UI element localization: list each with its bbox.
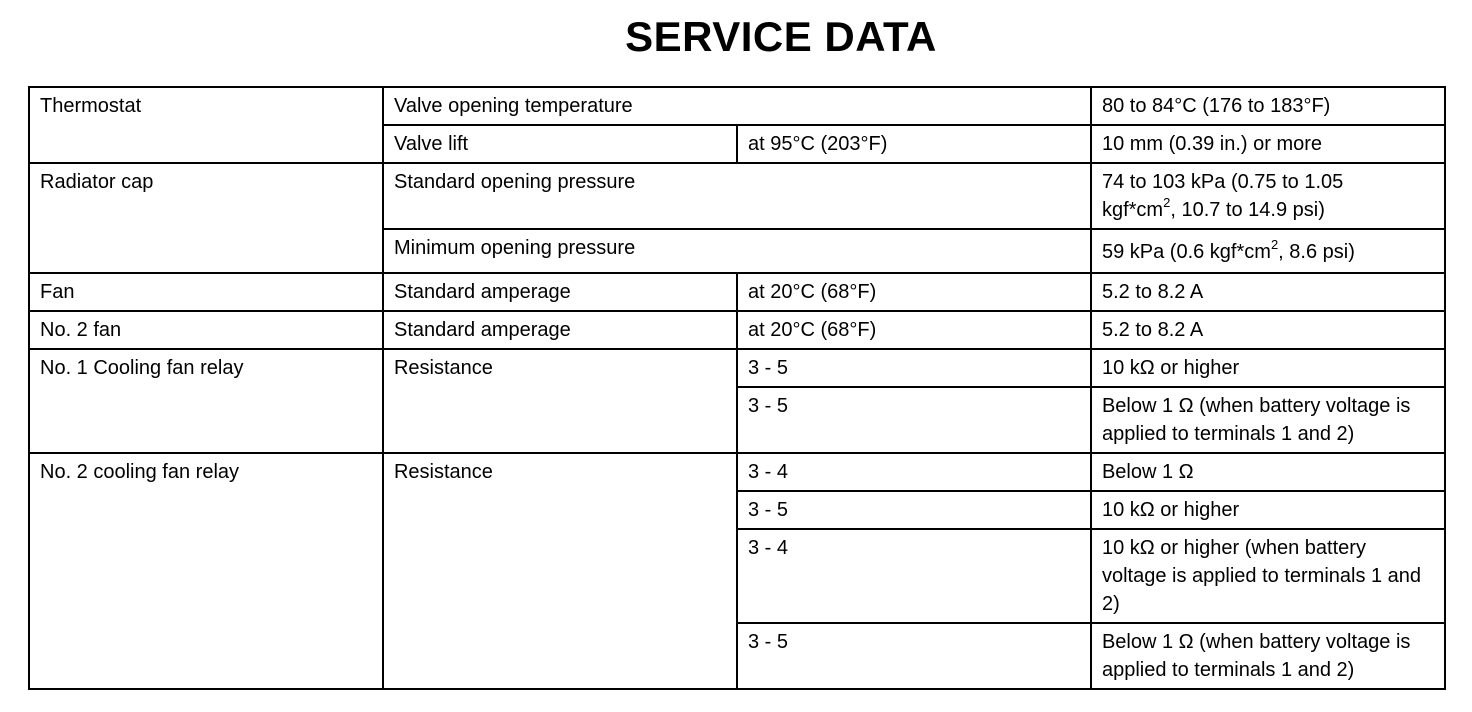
terminals-cell: 3 - 5	[737, 387, 1091, 453]
table-row	[29, 273, 1445, 311]
value-text: kgf*cm	[1101, 199, 1164, 221]
value-cell: 10 kΩ or higher	[1091, 349, 1445, 387]
value-cell: Below 1 Ω (when battery voltage is applied to terminals 1 and 2)	[1091, 623, 1445, 689]
terminals-cell: 3 - 5	[737, 491, 1091, 529]
condition-cell: at 20°C (68°F)	[737, 273, 1091, 311]
value-cell: 10 mm (0.39 in.) or more	[1091, 125, 1445, 163]
item-cell: Standard amperage	[383, 273, 737, 311]
condition-cell: at 20°C (68°F)	[737, 311, 1091, 349]
value-cell	[1091, 163, 1445, 229]
component-cell: No. 2 cooling fan relay	[29, 453, 383, 689]
value-cell: Below 1 Ω	[1091, 453, 1445, 491]
terminals-cell: 3 - 4	[737, 529, 1091, 623]
terminals-cell: 3 - 5	[737, 349, 1091, 387]
table-row	[29, 163, 1445, 229]
service-data-table	[28, 86, 1446, 690]
component-cell: Fan	[29, 273, 383, 311]
item-cell: Resistance	[383, 453, 737, 689]
component-cell: Thermostat	[29, 87, 383, 163]
value-cell: 5.2 to 8.2 A	[1091, 311, 1445, 349]
item-cell: Resistance	[383, 349, 737, 453]
terminals-cell: 3 - 5	[737, 623, 1091, 689]
superscript: 2	[1163, 195, 1171, 211]
value-text: 59 kPa (0.6 kgf*cm	[1101, 241, 1271, 263]
item-cell: Standard amperage	[383, 311, 737, 349]
value-text: 74 to 103 kPa (0.75 to 1.05	[1101, 171, 1344, 193]
value-text: , 8.6 psi)	[1278, 241, 1355, 263]
value-cell: Below 1 Ω (when battery voltage is applied to terminals 1 and 2)	[1091, 387, 1445, 453]
terminals-cell: 3 - 4	[737, 453, 1091, 491]
item-cell: Minimum opening pressure	[383, 229, 1091, 273]
component-cell: Radiator cap	[29, 163, 383, 273]
table-row	[29, 349, 1445, 387]
value-cell: 10 kΩ or higher (when battery voltage is applied to terminals 1 and 2)	[1091, 529, 1445, 623]
condition-cell: at 95°C (203°F)	[737, 125, 1091, 163]
value-cell: 80 to 84°C (176 to 183°F)	[1091, 87, 1445, 125]
value-cell: 10 kΩ or higher	[1091, 491, 1445, 529]
item-cell: Standard opening pressure	[383, 163, 1091, 229]
component-cell: No. 2 fan	[29, 311, 383, 349]
item-cell: Valve lift	[383, 125, 737, 163]
page-title: SERVICE DATA	[625, 13, 937, 60]
table-row	[29, 311, 1445, 349]
value-cell	[1091, 229, 1445, 273]
superscript: 2	[1270, 237, 1279, 253]
value-cell: 5.2 to 8.2 A	[1091, 273, 1445, 311]
table-row	[29, 87, 1445, 125]
table-row	[29, 453, 1445, 491]
value-text: , 10.7 to 14.9 psi)	[1170, 199, 1325, 221]
component-cell: No. 1 Cooling fan relay	[29, 349, 383, 453]
item-cell: Valve opening temperature	[383, 87, 1091, 125]
